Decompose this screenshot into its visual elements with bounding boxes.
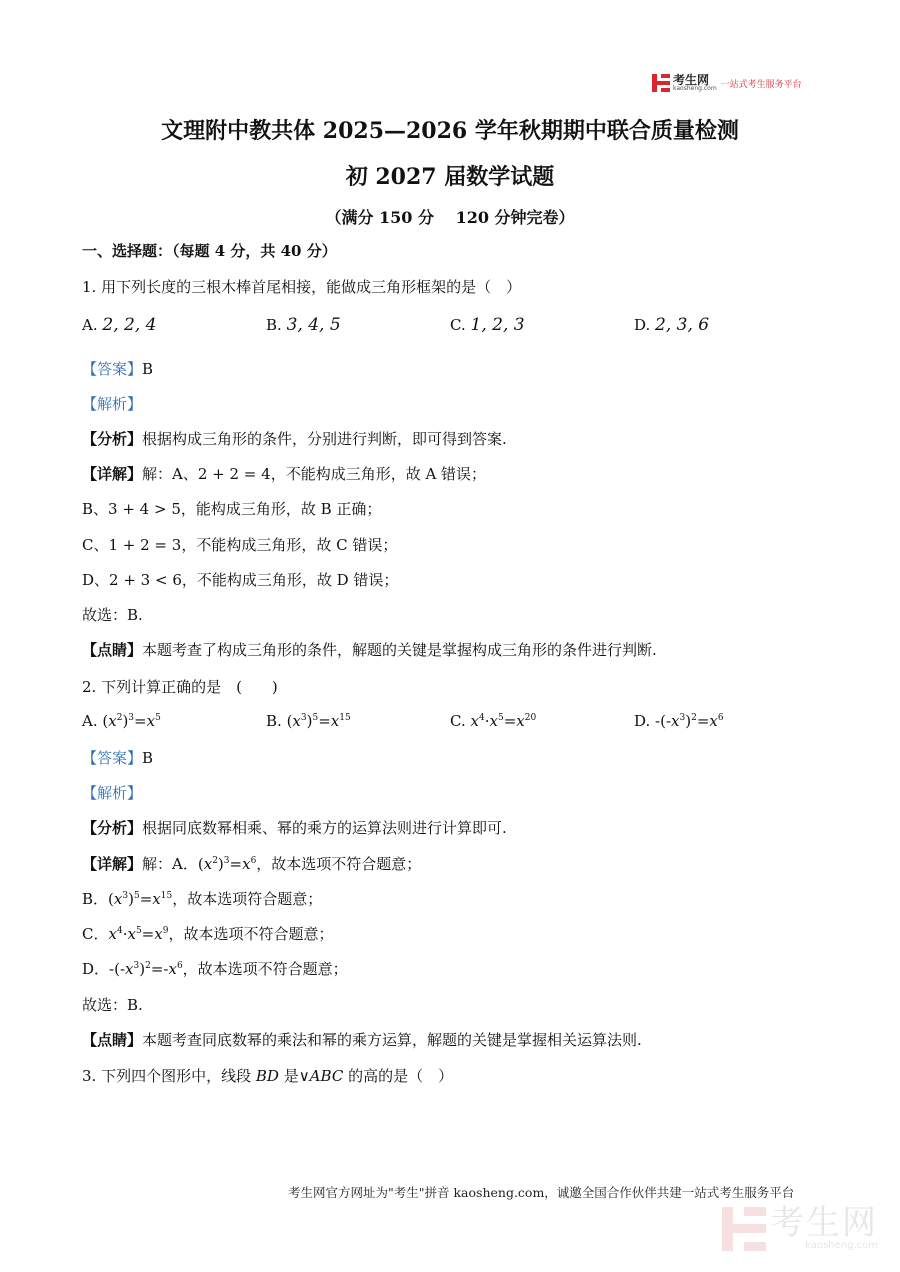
watermark	[722, 1203, 878, 1251]
logo-tagline: 一站式考生服务平台	[720, 79, 802, 90]
q1-option-d: D. 2, 3, 6	[634, 315, 710, 335]
q3-stem: 3. 下列四个图形中，线段 BD 是∨ABC 的高的是（ ）	[82, 1067, 454, 1085]
q2-option-b: B. $(x^3)^5=x^{15}$	[266, 712, 351, 730]
section-heading: 一、选择题：（每题 4 分，共 40 分）	[82, 242, 337, 260]
q2-option-a: A. $(x^2)^3=x^5$	[82, 712, 161, 730]
q1-option-c: C. 1, 2, 3	[450, 315, 525, 335]
q2-option-d: D. $-(-x^3)^2=x^6$	[634, 712, 724, 730]
q1-fenxi: 【分析】根据构成三角形的条件，分别进行判断，即可得到答案.	[82, 430, 507, 448]
q1-comment: 【点睛】本题考查了构成三角形的条件，解题的关键是掌握构成三角形的条件进行判断.	[82, 641, 657, 659]
q2-option-c: C. $x^4\cdot x^5=x^{20}$	[450, 712, 537, 730]
q2-detail-d: D．$-(-x^3)^2=-x^6$，故本选项不符合题意；	[82, 960, 348, 978]
q2-answer: 【答案】B	[82, 749, 154, 767]
q1-detail-d: D、2 + 3 < 6，不能构成三角形，故 D 错误；	[82, 571, 399, 589]
watermark-cn: 考生网	[770, 1203, 878, 1243]
watermark-logo-icon	[722, 1207, 766, 1251]
exam-title: 文理附中教共体 2025—2026 学年秋期期中联合质量检测	[161, 118, 739, 144]
q2-fenxi: 【分析】根据同底数幂相乘、幂的乘方的运算法则进行计算即可.	[82, 819, 507, 837]
q2-stem: 2. 下列计算正确的是 ( )	[82, 678, 278, 696]
q1-answer: 【答案】B	[82, 360, 154, 378]
q2-choose: 故选：B.	[82, 996, 143, 1014]
exam-subtitle: 初 2027 届数学试题	[345, 164, 555, 190]
logo-name-en: kaosheng.com	[673, 85, 717, 92]
q2-detail-a: 【详解】解：A．$(x^2)^3=x^6$，故本选项不符合题意；	[82, 855, 422, 873]
q1-stem: 1. 用下列长度的三根木棒首尾相接，能做成三角形框架的是（ ）	[82, 278, 522, 296]
footer-note: 考生网官方网址为"考生"拼音 kaosheng.com，诚邀全国合作伙伴共建一站式考生服务平台	[288, 1185, 795, 1200]
q1-detail-b: B、3 + 4 > 5，能构成三角形，故 B 正确；	[82, 500, 382, 518]
q1-option-b: B. 3, 4, 5	[266, 315, 341, 335]
q2-detail-b: B．$(x^3)^5=x^{15}$，故本选项符合题意；	[82, 890, 323, 908]
q1-detail-c: C、1 + 2 = 3，不能构成三角形，故 C 错误；	[82, 536, 398, 554]
watermark-en: kaosheng.com	[805, 1240, 878, 1251]
q1-detail-a: 【详解】解：A、2 + 2 = 4，不能构成三角形，故 A 错误；	[82, 465, 487, 483]
logo-name-cn: 考生网	[673, 73, 710, 87]
q1-analysis-tag: 【解析】	[82, 395, 143, 413]
q1-choose: 故选：B.	[82, 606, 143, 624]
kaosheng-logo-icon	[652, 74, 670, 92]
q2-comment: 【点睛】本题考查同底数幂的乘法和幂的乘方运算，解题的关键是掌握相关运算法则.	[82, 1031, 642, 1049]
q2-detail-c: C．$x^4\cdot x^5=x^9$，故本选项不符合题意；	[82, 925, 334, 943]
q2-analysis-tag: 【解析】	[82, 784, 143, 802]
score-info: （满分 150 分 120 分钟完卷）	[325, 208, 575, 227]
q1-option-a: A. 2, 2, 4	[82, 315, 157, 335]
brand-logo	[652, 72, 802, 94]
